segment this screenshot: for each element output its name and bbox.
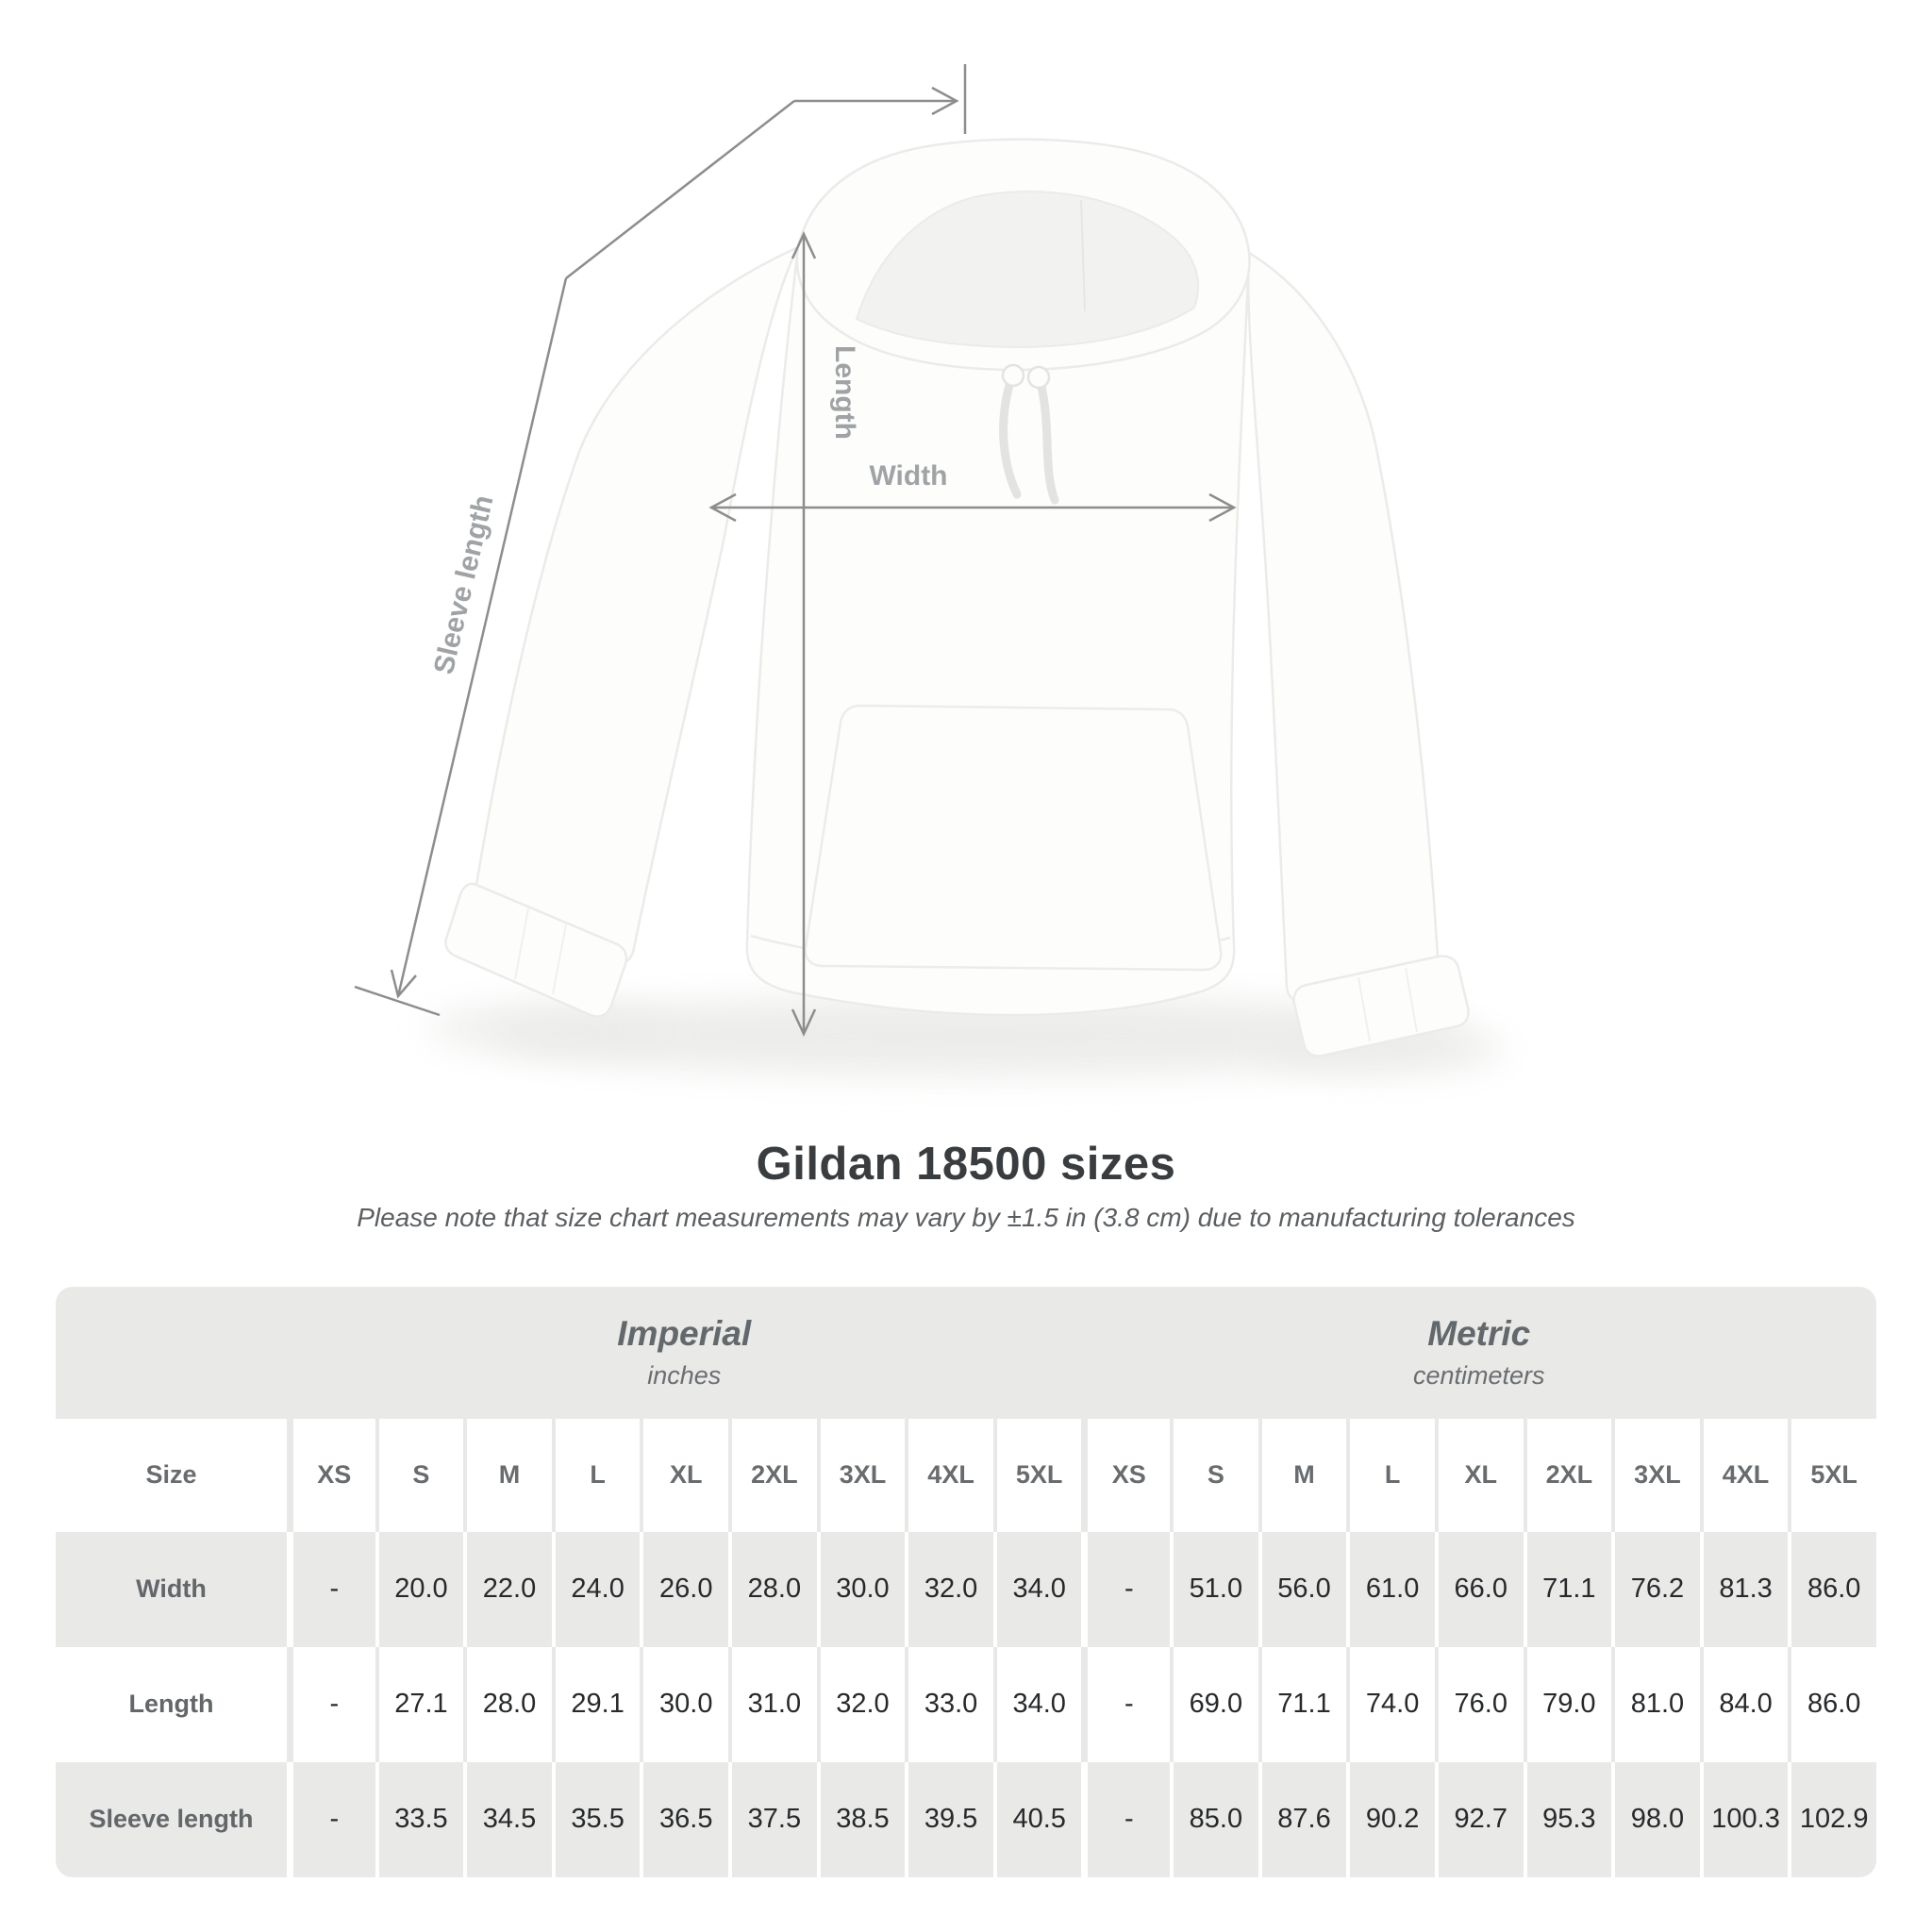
size-value-cell: 35.5 (552, 1762, 641, 1877)
size-value-cell: 81.3 (1700, 1532, 1789, 1647)
size-value-cell: 40.5 (993, 1762, 1082, 1877)
size-value-cell: 74.0 (1346, 1647, 1435, 1762)
size-value-cell: - (287, 1762, 375, 1877)
size-value-cell: 38.5 (817, 1762, 906, 1877)
column-header-imperial-4xl: 4XL (905, 1419, 993, 1532)
size-value-cell: 30.0 (640, 1647, 728, 1762)
size-value-cell: - (1081, 1532, 1170, 1647)
sleeve-length-label: Sleeve length (427, 491, 500, 677)
size-value-cell: 37.5 (728, 1762, 817, 1877)
column-header-imperial-l: L (552, 1419, 641, 1532)
unit-group-row (56, 1287, 1876, 1419)
column-header-imperial-3xl: 3XL (817, 1419, 906, 1532)
row-label: Sleeve length (89, 1805, 254, 1834)
size-value-cell: 24.0 (552, 1532, 641, 1647)
size-value-cell: 56.0 (1258, 1532, 1347, 1647)
size-value-cell: 61.0 (1346, 1532, 1435, 1647)
size-value-cell: 32.0 (817, 1647, 906, 1762)
size-value-cell: 20.0 (375, 1532, 464, 1647)
size-value-cell: 39.5 (905, 1762, 993, 1877)
unit-group-unit: inches (647, 1360, 722, 1390)
size-value-cell: 33.0 (905, 1647, 993, 1762)
right-sleeve (1248, 253, 1438, 1002)
size-value-cell: - (1081, 1762, 1170, 1877)
size-value-cell: 102.9 (1788, 1762, 1876, 1877)
size-value-cell: 98.0 (1611, 1762, 1700, 1877)
size-value-cell: 22.0 (463, 1532, 552, 1647)
column-header-metric-xl: XL (1435, 1419, 1524, 1532)
unit-group-label: Imperial (617, 1314, 752, 1354)
size-table-container (56, 1287, 1876, 1877)
column-header-row (56, 1419, 1876, 1532)
size-value-cell: 79.0 (1524, 1647, 1612, 1762)
row-label: Length (128, 1690, 214, 1719)
unit-group-unit: centimeters (1412, 1360, 1545, 1390)
size-value-cell: 28.0 (463, 1647, 552, 1762)
size-value-cell: - (1081, 1647, 1170, 1762)
size-value-cell: 33.5 (375, 1762, 464, 1877)
size-value-cell: 87.6 (1258, 1762, 1347, 1877)
hoodie-photo (429, 140, 1505, 1075)
unit-group-label: Metric (1427, 1314, 1531, 1354)
column-header-imperial-xl: XL (640, 1419, 728, 1532)
size-value-cell: 30.0 (817, 1532, 906, 1647)
page-title: Gildan 18500 sizes (756, 1139, 1176, 1190)
left-cuff-shadow (429, 1004, 675, 1053)
size-value-cell: 36.5 (640, 1762, 728, 1877)
size-column-header: Size (56, 1419, 287, 1532)
measurement-row-length (56, 1647, 1876, 1762)
measurement-row-width (56, 1532, 1876, 1647)
column-header-imperial-2xl: 2XL (728, 1419, 817, 1532)
size-value-cell: 34.0 (993, 1532, 1082, 1647)
size-value-cell: 66.0 (1435, 1532, 1524, 1647)
column-header-metric-s: S (1170, 1419, 1258, 1532)
column-header-imperial-m: M (463, 1419, 552, 1532)
size-value-cell: 84.0 (1700, 1647, 1789, 1762)
size-value-cell: 31.0 (728, 1647, 817, 1762)
column-header-metric-l: L (1346, 1419, 1435, 1532)
size-value-cell: 76.2 (1611, 1532, 1700, 1647)
size-table (56, 1287, 1876, 1877)
column-header-imperial-xs: XS (287, 1419, 375, 1532)
measurement-row-sleeve-length (56, 1762, 1876, 1877)
size-value-cell: 26.0 (640, 1532, 728, 1647)
size-value-cell: 76.0 (1435, 1647, 1524, 1762)
size-value-cell: 86.0 (1788, 1532, 1876, 1647)
width-label: Width (869, 460, 948, 491)
unit-group-header-metric (1081, 1287, 1876, 1419)
size-value-cell: 29.1 (552, 1647, 641, 1762)
size-value-cell: 85.0 (1170, 1762, 1258, 1877)
size-value-cell: 81.0 (1611, 1647, 1700, 1762)
size-value-cell: 28.0 (728, 1532, 817, 1647)
unit-group-header-imperial (287, 1287, 1081, 1419)
size-value-cell: - (287, 1532, 375, 1647)
size-value-cell: 90.2 (1346, 1762, 1435, 1877)
column-header-metric-3xl: 3XL (1611, 1419, 1700, 1532)
size-value-cell: 34.0 (993, 1647, 1082, 1762)
column-header-imperial-5xl: 5XL (993, 1419, 1082, 1532)
group-header-spacer (56, 1287, 287, 1419)
size-chart-heading (0, 1138, 1932, 1234)
size-value-cell: 32.0 (905, 1532, 993, 1647)
column-header-metric-m: M (1258, 1419, 1347, 1532)
size-value-cell: 69.0 (1170, 1647, 1258, 1762)
size-value-cell: 86.0 (1788, 1647, 1876, 1762)
tolerance-note: Please note that size chart measurements may vary by ±1.5 in (3.8 cm) due to manufacturing tolerances (357, 1203, 1575, 1233)
drawstring-knot-right (1028, 367, 1049, 388)
kangaroo-pocket (806, 706, 1222, 970)
column-header-metric-2xl: 2XL (1524, 1419, 1612, 1532)
size-value-cell: 95.3 (1524, 1762, 1612, 1877)
column-header-imperial-s: S (375, 1419, 464, 1532)
column-header-metric-5xl: 5XL (1788, 1419, 1876, 1532)
size-value-cell: 100.3 (1700, 1762, 1789, 1877)
size-value-cell: 71.1 (1258, 1647, 1347, 1762)
size-value-cell: 34.5 (463, 1762, 552, 1877)
column-header-metric-4xl: 4XL (1700, 1419, 1789, 1532)
sleeve-diagonal-upper (566, 101, 794, 278)
size-value-cell: 51.0 (1170, 1532, 1258, 1647)
column-header-metric-xs: XS (1081, 1419, 1170, 1532)
length-label: Length (829, 345, 860, 440)
size-value-cell: 92.7 (1435, 1762, 1524, 1877)
size-value-cell: 27.1 (375, 1647, 464, 1762)
row-label: Width (136, 1574, 207, 1604)
size-value-cell: 71.1 (1524, 1532, 1612, 1647)
drawstring-knot-left (1003, 365, 1024, 386)
size-value-cell: - (287, 1647, 375, 1762)
